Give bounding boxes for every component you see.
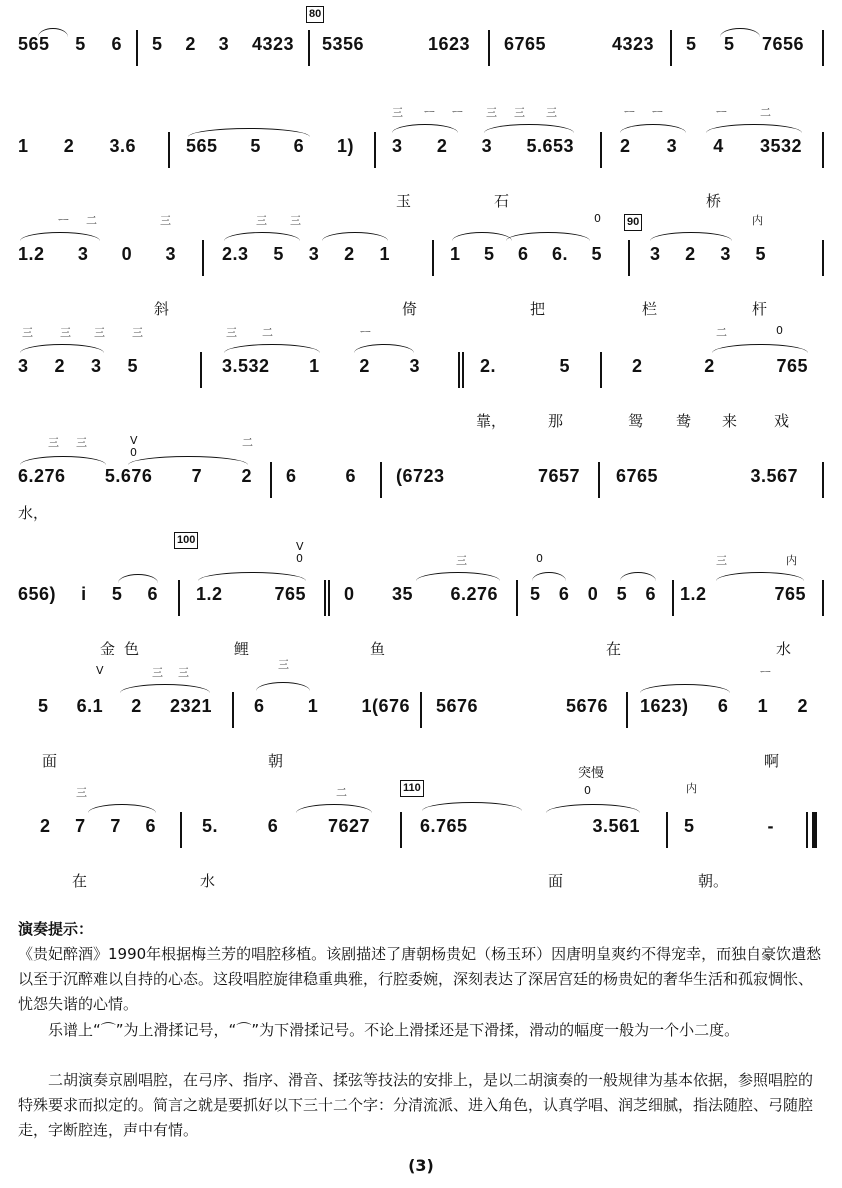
lyric: 水， (18, 504, 49, 522)
measure: 2 3 4 3532 (620, 136, 802, 156)
lyric: 鸳 (628, 412, 644, 430)
barline (200, 352, 202, 388)
fingering-mark: 三 (76, 436, 87, 449)
barline (822, 30, 824, 66)
slur (620, 572, 656, 581)
measure: 5 5 7656 (686, 34, 804, 54)
final-barline (812, 812, 817, 848)
measure: 2. 5 (480, 356, 570, 376)
measure: (6723 7657 (396, 466, 580, 486)
measure: 5356 1623 (322, 34, 470, 54)
barline (308, 30, 310, 66)
page-number: (3) (408, 1156, 434, 1175)
slur (650, 232, 732, 241)
rehearsal-mark: 80 (306, 6, 324, 23)
notes-heading: 演奏提示： (18, 920, 94, 938)
measure: 5 6.1 2 2321 (38, 696, 212, 716)
barline (328, 580, 330, 616)
lyric: 在 (606, 640, 622, 658)
fingering-mark: 三 (226, 326, 237, 339)
barline (672, 580, 674, 616)
measure: 5. 6 7627 (202, 816, 370, 836)
slur (256, 682, 310, 691)
barline (232, 692, 234, 728)
fingering-mark: 内 (752, 214, 763, 227)
fingering-mark: ㅡ (652, 106, 663, 119)
measure: 3.532 1 2 3 (222, 356, 420, 376)
measure: 3 2 3 5 (650, 244, 766, 264)
barline (822, 580, 824, 616)
fingering-mark: 0 (584, 784, 591, 797)
barline (488, 30, 490, 66)
bowing-mark: V (96, 664, 104, 677)
fingering-mark: 0 (536, 552, 543, 565)
barline (180, 812, 182, 848)
barline (432, 240, 434, 276)
measure: 1 5 6 6. 5 (450, 244, 602, 264)
lyric: 面 (42, 752, 58, 770)
barline (324, 580, 326, 616)
fingering-mark: 内 (786, 554, 797, 567)
fingering-mark: 三 (290, 214, 301, 227)
barline (822, 132, 824, 168)
lyric: 在 (72, 872, 88, 890)
lyric: 面 (548, 872, 564, 890)
slur (392, 124, 458, 133)
fingering-mark: 0 (594, 212, 601, 225)
slur (20, 232, 100, 241)
slur (354, 344, 414, 353)
barline (670, 30, 672, 66)
measure: 5 - (684, 816, 774, 836)
measure: 5 2 3 4323 (152, 34, 294, 54)
measure: 1623) 6 1 2 (640, 696, 808, 716)
lyric: 玉 (396, 192, 412, 210)
fingering-mark: 三 (486, 106, 497, 119)
barline (598, 462, 600, 498)
measure: 2.3 5 3 2 1 (222, 244, 390, 264)
slur (322, 232, 388, 241)
slur (620, 124, 686, 133)
slur (640, 684, 730, 693)
measure: 3 2 3 5.653 (392, 136, 574, 156)
fingering-mark: 内 (686, 782, 697, 795)
lyric: 朝。 (698, 872, 729, 890)
fingering-mark: 三 (60, 326, 71, 339)
fingering-mark: ㅡ (58, 214, 69, 227)
barline (136, 30, 138, 66)
final-barline (806, 812, 808, 848)
measure: 6765 4323 (504, 34, 654, 54)
lyric: 倚 (402, 300, 418, 318)
lyric: 栏 (642, 300, 658, 318)
notes-paragraph: 《贵妃醉酒》1990年根据梅兰芳的唱腔移植。该剧描述了唐朝杨贵妃（杨玉环）因唐明皇爽约不得宠幸，而独自豪饮遣愁以至于沉醉难以自持的心态。这段唱腔旋律稳重典雅，行腔委婉，深刻表达了深居宫廷的杨贵妃的奢华生活和孤寂惆怅、忧怨失谐的心情。 (18, 945, 822, 1013)
measure: 5676 5676 (436, 696, 608, 716)
barline (822, 240, 824, 276)
tempo-mark: 突慢 (578, 766, 605, 781)
lyric: 鱼 (370, 640, 386, 658)
lyric: 水 (200, 872, 216, 890)
slur (118, 574, 158, 583)
fingering-mark: 三 (514, 106, 525, 119)
measure: 0 35 6.276 (344, 584, 498, 604)
fingering-mark: 0 (296, 552, 303, 565)
measure: 5 6 0 5 6 (530, 584, 656, 604)
bowing-mark: 三 (392, 106, 403, 119)
rehearsal-mark: 110 (400, 780, 424, 797)
slur (716, 572, 804, 581)
bowing-mark: V (296, 540, 304, 553)
barline (374, 132, 376, 168)
slur (422, 802, 522, 811)
measure: 2 7 7 6 (40, 816, 156, 836)
fingering-mark: ㅡ (760, 666, 771, 679)
fingering-mark: 三 (716, 554, 727, 567)
fingering-mark: ㅡ (716, 106, 727, 119)
fingering-mark: 三 (152, 666, 163, 679)
fingering-mark: 三 (456, 554, 467, 567)
barline (168, 132, 170, 168)
fingering-mark: 二 (262, 326, 273, 339)
fingering-mark: 二 (242, 436, 253, 449)
barline (202, 240, 204, 276)
measure: 6 1 1(676 (254, 696, 410, 716)
measure: 6.276 5.676 7 2 (18, 466, 252, 486)
fingering-mark: 三 (546, 106, 557, 119)
slur (452, 232, 512, 241)
lyric: 水 (776, 640, 792, 658)
fingering-mark: 三 (132, 326, 143, 339)
slur (88, 804, 156, 813)
barline (600, 132, 602, 168)
slur (224, 232, 300, 241)
barline (380, 462, 382, 498)
slur (706, 124, 802, 133)
barline (516, 580, 518, 616)
fingering-mark: 三 (48, 436, 59, 449)
fingering-mark: 二 (716, 326, 727, 339)
slur (416, 572, 500, 581)
lyric: 朝 (268, 752, 284, 770)
slur (532, 572, 566, 581)
fingering-mark: 三 (256, 214, 267, 227)
slur (20, 344, 104, 353)
fingering-mark: ㅡ (360, 326, 371, 339)
fingering-mark: 0 (130, 446, 137, 459)
fingering-mark: 二 (760, 106, 771, 119)
notes-paragraph: 乐谱上“⌒”为上滑揉记号，“⌒”为下滑揉记号。不论上滑揉还是下滑揉，滑动的幅度一般为一个小二度。 (48, 1021, 740, 1039)
measure: 1.2 765 (680, 584, 806, 604)
lyric: 石 (494, 192, 510, 210)
fingering-mark: 三 (76, 786, 87, 799)
slur (296, 804, 372, 813)
barline (628, 240, 630, 276)
fingering-mark: ㅡ (452, 106, 463, 119)
barline (626, 692, 628, 728)
fingering-mark: 0 (776, 324, 783, 337)
lyric: 啊 (764, 752, 780, 770)
barline (270, 462, 272, 498)
fingering-mark: ㅡ (624, 106, 635, 119)
measure: 565 5 6 1) (186, 136, 354, 156)
slur (224, 344, 320, 353)
fingering-mark: 三 (94, 326, 105, 339)
fingering-mark: 三 (278, 658, 289, 671)
slur (712, 344, 808, 353)
lyric: 桥 (706, 192, 722, 210)
bowing-mark: V (130, 434, 138, 447)
fingering-mark: 三 (160, 214, 171, 227)
lyric: 那 (548, 412, 564, 430)
measure: 6.765 3.561 (420, 816, 640, 836)
rehearsal-mark: 90 (624, 214, 642, 231)
slur (120, 684, 210, 693)
lyric: 斜 (154, 300, 170, 318)
slur (128, 456, 248, 465)
measure: 656) i 5 6 (18, 584, 158, 604)
barline (178, 580, 180, 616)
lyric: 靠， (476, 412, 507, 430)
barline (666, 812, 668, 848)
measure: 1 2 3.6 (18, 136, 136, 156)
fingering-mark: 三 (22, 326, 33, 339)
slur (198, 572, 306, 581)
slur (546, 804, 640, 813)
slur (506, 232, 590, 241)
barline (458, 352, 460, 388)
rehearsal-mark: 100 (174, 532, 198, 549)
barline (822, 462, 824, 498)
lyric: 鸯 (676, 412, 692, 430)
lyric: 戏 (774, 412, 790, 430)
measure: 6 6 (286, 466, 356, 486)
slur (20, 456, 106, 465)
lyric: 杆 (752, 300, 768, 318)
lyric: 鲤 (234, 640, 250, 658)
barline (462, 352, 464, 388)
barline (400, 812, 402, 848)
measure: 565 5 6 (18, 34, 122, 54)
fingering-mark: 二 (336, 786, 347, 799)
fingering-mark: ㅡ (424, 106, 435, 119)
measure: 3 2 3 5 (18, 356, 138, 376)
measure: 1.2 765 (196, 584, 306, 604)
lyric: 来 (722, 412, 738, 430)
measure: 6765 3.567 (616, 466, 798, 486)
fingering-mark: 三 (178, 666, 189, 679)
notes-paragraph: 二胡演奏京剧唱腔，在弓序、指序、滑音、揉弦等技法的安排上，是以二胡演奏的一般规律为基本依据，参照唱腔的特殊要求而拟定的。简言之就是要抓好以下三十二个字：分清流派、进入角色，认真学唱、润芝细腻，指法随腔、弓随腔走，字断腔连，声中有情。 (18, 1071, 814, 1139)
barline (420, 692, 422, 728)
measure: 1.2 3 0 3 (18, 244, 176, 264)
measure: 2 2 765 (632, 356, 808, 376)
slur (484, 124, 574, 133)
lyric: 色 (124, 640, 140, 658)
lyric: 把 (530, 300, 546, 318)
lyric: 金 (100, 640, 116, 658)
barline (600, 352, 602, 388)
fingering-mark: 二 (86, 214, 97, 227)
